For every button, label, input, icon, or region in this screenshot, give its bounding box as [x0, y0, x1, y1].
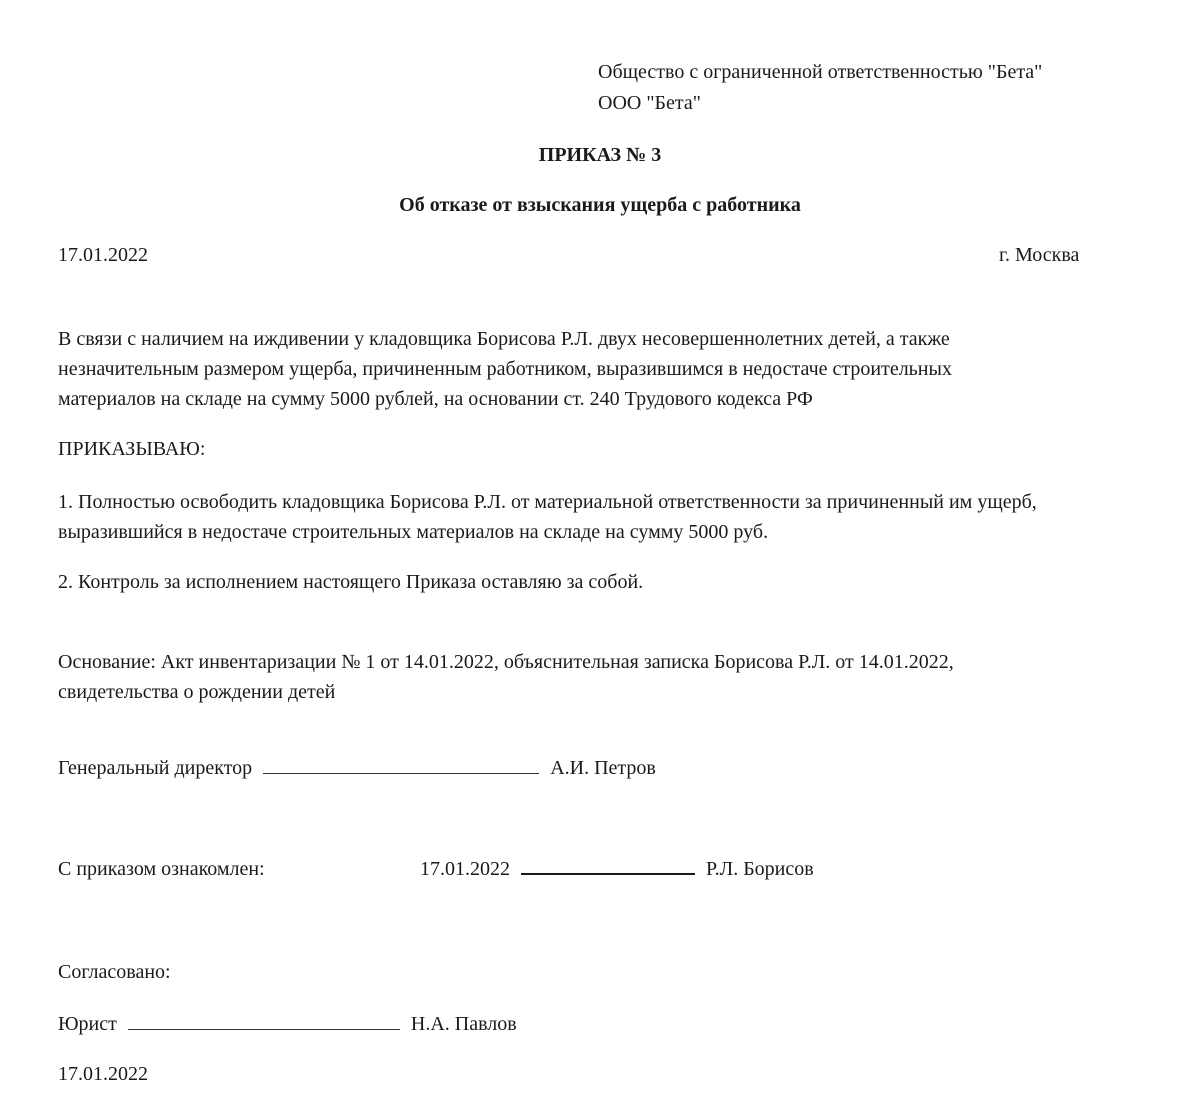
- basis-line: свидетельства о рождении детей: [58, 681, 336, 703]
- director-signature-row: [58, 758, 656, 778]
- director-label: Генеральный директор: [58, 757, 253, 779]
- order-item-1: [58, 487, 1158, 547]
- acquainted-signature-line: [521, 871, 695, 875]
- acquainted-label: С приказом ознакомлен:: [58, 858, 265, 880]
- basis-paragraph: [58, 647, 1158, 707]
- final-date: 17.01.2022: [58, 1063, 148, 1085]
- agreed-label: Согласовано:: [58, 961, 171, 983]
- acquainted-signature-row: [420, 859, 814, 879]
- director-name: А.И. Петров: [550, 757, 656, 779]
- order-subject: Об отказе от взыскания ущерба с работника: [399, 194, 801, 216]
- order-city: г. Москва: [999, 244, 1080, 266]
- preamble-line: незначительным размером ущерба, причиненным работником, выразившимся в недостаче строительных: [58, 358, 952, 380]
- acquainted-name: Р.Л. Борисов: [706, 858, 814, 880]
- order-date: 17.01.2022: [58, 244, 148, 266]
- order-word: ПРИКАЗЫВАЮ:: [58, 438, 206, 460]
- org-short-name: ООО "Бета": [598, 92, 701, 114]
- basis-line: Основание: Акт инвентаризации № 1 от 14.01.2022, объяснительная записка Борисова Р.Л. от 14.01.2022,: [58, 651, 954, 673]
- item-line: выразившийся в недостаче строительных материалов на складе на сумму 5000 руб.: [58, 521, 769, 543]
- item-line: 1. Полностью освободить кладовщика Борисова Р.Л. от материальной ответственности за причиненный им ущерб,: [58, 491, 1037, 513]
- preamble-line: В связи с наличием на иждивении у кладовщика Борисова Р.Л. двух несовершеннолетних детей, а также: [58, 328, 950, 350]
- lawyer-signature-line: [128, 1027, 400, 1030]
- lawyer-signature-row: [58, 1014, 517, 1034]
- preamble-paragraph: [58, 324, 1158, 414]
- lawyer-name: Н.А. Павлов: [410, 1013, 517, 1035]
- order-item-2: 2. Контроль за исполнением настоящего Приказа оставляю за собой.: [58, 571, 644, 593]
- director-signature-line: [263, 771, 539, 774]
- preamble-line: материалов на складе на сумму 5000 рублей, на основании ст. 240 Трудового кодекса РФ: [58, 388, 813, 410]
- acquainted-date: 17.01.2022: [420, 858, 510, 880]
- org-full-name: Общество с ограниченной ответственностью "Бета": [598, 61, 1043, 83]
- lawyer-label: Юрист: [58, 1013, 117, 1035]
- order-title: ПРИКАЗ № 3: [538, 144, 662, 166]
